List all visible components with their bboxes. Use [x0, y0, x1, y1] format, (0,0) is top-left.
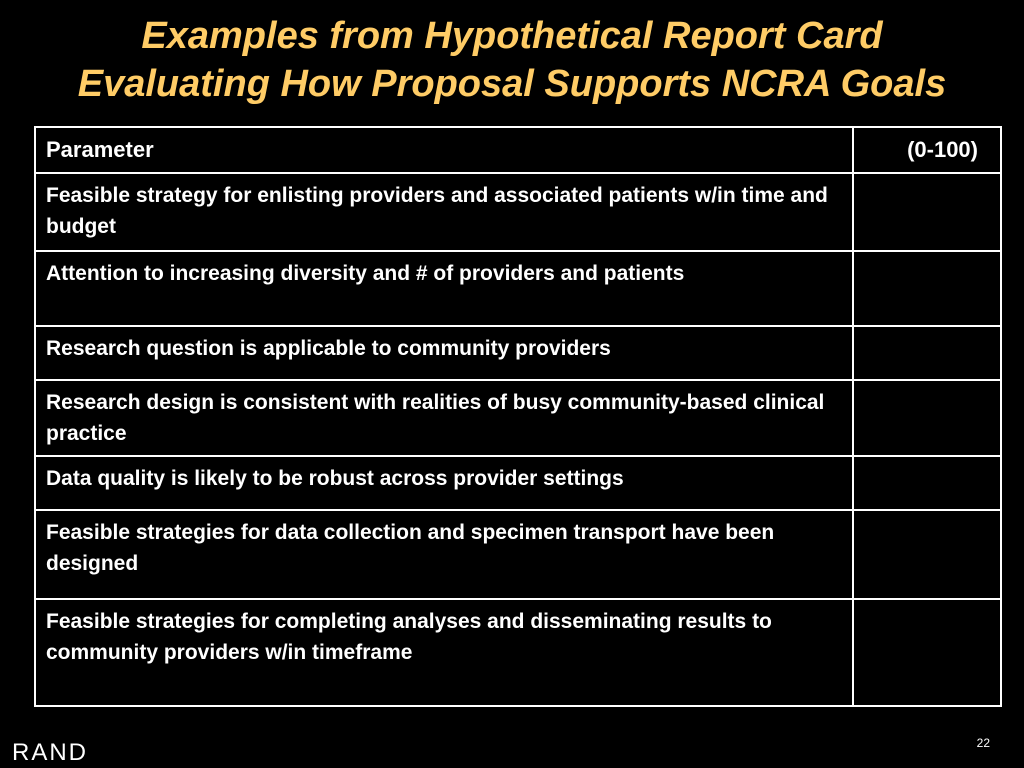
rand-logo: RAND [12, 739, 89, 766]
slide-title-line-2: Evaluating How Proposal Supports NCRA Goals [77, 63, 947, 105]
parameter-cell: Feasible strategies for data collection and specimen transport have been designed [35, 510, 853, 599]
header-score: (0-100) [853, 127, 1001, 173]
table-row [35, 251, 1001, 326]
parameter-cell: Attention to increasing diversity and # of providers and patients [35, 251, 853, 326]
table-row [35, 510, 1001, 599]
score-cell [853, 380, 1001, 456]
parameter-cell: Feasible strategies for completing analyses and disseminating results to community providers w/in timeframe [35, 599, 853, 706]
score-cell [853, 173, 1001, 251]
score-cell [853, 599, 1001, 706]
parameter-cell: Data quality is likely to be robust across provider settings [35, 456, 853, 510]
parameter-cell: Feasible strategy for enlisting providers and associated patients w/in time and budget [35, 173, 853, 251]
score-cell [853, 510, 1001, 599]
report-card-table [34, 126, 1002, 707]
score-cell [853, 456, 1001, 510]
page-number: 22 [976, 736, 990, 750]
table-row [35, 326, 1001, 380]
header-parameter: Parameter [35, 127, 853, 173]
table-row [35, 380, 1001, 456]
slide-title-line-1: Examples from Hypothetical Report Card [141, 15, 883, 57]
table-header-row [35, 127, 1001, 173]
slide-title [0, 12, 1024, 108]
parameter-cell: Research question is applicable to community providers [35, 326, 853, 380]
score-cell [853, 326, 1001, 380]
table-row [35, 173, 1001, 251]
parameter-cell: Research design is consistent with realities of busy community-based clinical practice [35, 380, 853, 456]
table-row [35, 456, 1001, 510]
table-row [35, 599, 1001, 706]
score-cell [853, 251, 1001, 326]
